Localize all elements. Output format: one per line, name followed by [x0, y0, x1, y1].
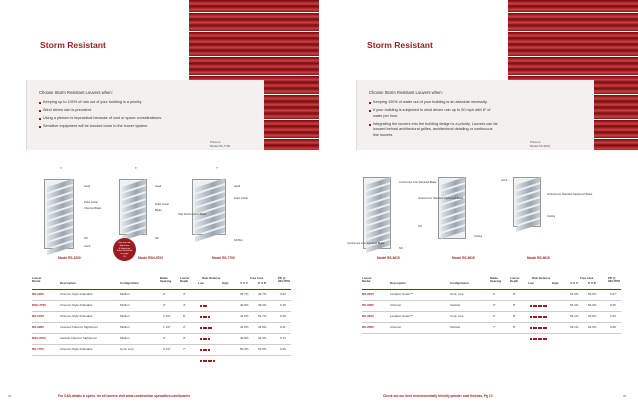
- photo-caption: [210, 141, 230, 148]
- cell-fa-8: 52.8%: [258, 347, 267, 351]
- cell-description: Location Smart™: [390, 314, 414, 318]
- model-label: Model RS-3200: [58, 256, 81, 260]
- cell-pd: 0.22: [280, 292, 286, 296]
- callout-label: Head: [234, 185, 241, 188]
- header-description: Description: [390, 281, 406, 285]
- louver-slat: [508, 38, 638, 44]
- header-pd: PD @ 900 FPM: [278, 276, 290, 284]
- rain-defense-rating: [530, 305, 548, 308]
- rain-defense-rating: [530, 294, 548, 297]
- louver-slat: [508, 13, 638, 19]
- cell-fa-8: 53.7%: [258, 314, 267, 318]
- model-label: Model RS-7700: [212, 256, 235, 260]
- louver-frame: [192, 179, 226, 235]
- cell-depth: 3": [183, 325, 186, 329]
- louver-slat: [189, 44, 319, 50]
- bullet-list: [39, 100, 162, 132]
- louver-slat: [189, 6, 319, 12]
- cell-pd: 0.25: [280, 314, 286, 318]
- header-configuration: Configuration: [450, 281, 469, 285]
- cell-depth: 8": [513, 314, 516, 318]
- page-title: Storm Resistant: [40, 40, 106, 50]
- louver-slat: [508, 19, 638, 25]
- callout-label: Vertical Line Standard Sightproof Blade: [418, 197, 464, 200]
- dim-top: 4": [60, 167, 63, 170]
- louver-frame: [44, 179, 74, 249]
- footer-note[interactable]: Check out our best environmentally friendly powder coat finishes, Pg 10: [383, 394, 493, 398]
- table-row: [32, 312, 291, 323]
- cell-pd: 0.25: [280, 347, 286, 351]
- cell-description: Chevron Style Drainable: [60, 292, 93, 296]
- callout-label: Sill Box: [234, 239, 243, 242]
- cell-description: Inverted Chevron Sightproof: [60, 325, 98, 329]
- callout-label: Jamb: [84, 245, 91, 248]
- selection-card: [356, 80, 594, 150]
- callout-label: Vertical Line Standard Sightproof Blade: [547, 193, 593, 196]
- cell-configuration: Mullion: [120, 303, 130, 307]
- rain-defense-rating: [200, 294, 208, 297]
- header-rain-low: Low: [528, 281, 534, 285]
- louver-slat: [508, 57, 638, 63]
- callout-label: Continuous Line Standard Blade: [347, 242, 385, 245]
- table-row: [32, 301, 291, 312]
- louver-slat: [189, 63, 319, 69]
- diagram-rs-7700: [178, 167, 258, 267]
- cell-fa-8: 44.8%: [258, 325, 267, 329]
- cell-description: Location Smart™: [390, 292, 414, 296]
- louver-slat: [189, 0, 319, 6]
- louver-slat: [508, 50, 638, 56]
- louver-slat: [508, 32, 638, 38]
- cell-configuration: Mullion: [120, 292, 130, 296]
- louver-slat: [189, 32, 319, 38]
- cell-description: Chevron: [390, 325, 402, 329]
- bullet-item: Wind driven rain is prevalent.: [39, 108, 162, 114]
- seal-line: Storm Resistant: [116, 250, 133, 253]
- cell-configuration: Cont. Line: [120, 347, 134, 351]
- cell-depth: 4": [183, 303, 186, 307]
- table-row: [362, 312, 621, 323]
- callout-label: High Performance Blade: [178, 213, 207, 216]
- seal-line: Hurricane: [119, 244, 130, 247]
- cell-pd: 0.25: [610, 303, 616, 307]
- cell-model: RS-9615: [362, 292, 374, 296]
- seal-line: See our new: [118, 242, 131, 244]
- cell-description: Vertical Chevron Sightproof: [60, 336, 97, 340]
- callout-label: Sill: [155, 237, 159, 240]
- hurricane-seal: [113, 238, 136, 261]
- table-row: [32, 334, 291, 345]
- header-depth: Louver Depth: [510, 276, 520, 284]
- header-rain-high: High: [222, 281, 229, 285]
- cell-spacing: 2": [163, 303, 166, 307]
- cell-fa-4: 39.7%: [240, 292, 249, 296]
- photo-caption-line: Photo is: [210, 140, 221, 144]
- seal-line: 59: [123, 255, 126, 258]
- louver-slat: [189, 38, 319, 44]
- photo-caption-line: Model RS-9615: [530, 143, 551, 148]
- cell-pd: 0.11: [280, 325, 286, 329]
- cell-description: Chevron: [390, 303, 402, 307]
- diagram-rs-3200: [40, 167, 110, 267]
- table-row: [32, 290, 291, 301]
- cell-model: RS-9605: [362, 325, 374, 329]
- header-free-area: Free Area: [250, 276, 264, 280]
- cell-fa-4: 59.1%: [570, 314, 579, 318]
- cell-fa-8: 56.6%: [588, 303, 597, 307]
- header-fa-4: 4' X 4': [240, 281, 249, 285]
- cell-fa-4: 41.8%: [240, 325, 249, 329]
- spec-table: [32, 272, 291, 356]
- cell-fa-4: 40.8%: [240, 303, 249, 307]
- cell-configuration: Cont. Line: [450, 314, 464, 318]
- callout-label: Drain Gutter: [234, 197, 249, 200]
- rain-defense-rating: [200, 338, 210, 341]
- callout-label: Sill: [399, 247, 403, 250]
- cell-fa-4: 44.8%: [240, 314, 249, 318]
- model-label: Model RSH-5700: [138, 256, 163, 260]
- cell-model: RS-9605: [362, 303, 374, 307]
- bullet-item: Keeping up to 100% of rain out of your building is a priority.: [39, 100, 162, 106]
- table-row: [32, 345, 291, 356]
- cell-fa-8: 62.9%: [588, 314, 597, 318]
- cell-fa-8: 44.0%: [258, 336, 267, 340]
- rain-defense-rating: [200, 316, 213, 319]
- cell-fa-4: 59.1%: [570, 325, 579, 329]
- header-rain: Rain Defense: [202, 276, 221, 280]
- callout-label: Chevron Blade: [84, 207, 102, 210]
- cell-fa-4: 40.8%: [240, 336, 249, 340]
- cell-depth: 4": [183, 292, 186, 296]
- table-header: [32, 272, 291, 290]
- louver-slat: [508, 0, 638, 6]
- louver-slat: [508, 6, 638, 12]
- table-row: [362, 301, 621, 312]
- table-header: [362, 272, 621, 290]
- louver-frame: [513, 177, 541, 227]
- cell-spacing: 2": [163, 336, 166, 340]
- cell-configuration: Mullion: [120, 336, 130, 340]
- cell-depth: 8": [513, 303, 516, 307]
- card-heading: Choose Storm Resistant Louvers when:: [39, 90, 113, 95]
- cell-spacing: 7": [493, 325, 496, 329]
- header-free-area: Free Area: [580, 276, 594, 280]
- cell-pd: 0.08: [610, 325, 616, 329]
- louver-frame: [119, 179, 147, 235]
- louver-frame: [363, 177, 391, 249]
- rating-square: [213, 360, 215, 362]
- rain-defense-rating: [200, 327, 210, 330]
- right-page: [319, 0, 638, 413]
- table-row: [32, 323, 291, 334]
- header-fa-8: 8' X 8': [588, 281, 597, 285]
- header-rain-low: Low: [198, 281, 204, 285]
- rain-defense-rating: [530, 327, 548, 330]
- cell-configuration: Mullion: [120, 314, 130, 318]
- cell-pd: 0.15: [280, 303, 286, 307]
- header-configuration: Configuration: [120, 281, 139, 285]
- callout-label: Continuous Line Standard Blade: [399, 181, 437, 184]
- cell-spacing: 1 1/2": [163, 325, 171, 329]
- header-spacing: Blade Spacing: [490, 276, 502, 284]
- cell-spacing: 2": [163, 292, 166, 296]
- cell-configuration: Vertical: [450, 303, 460, 307]
- header-depth: Louver Depth: [180, 276, 190, 284]
- callout-label: Blade: [155, 209, 162, 212]
- model-label: Model RS-9615: [377, 256, 400, 260]
- callout-label: Jamb: [501, 179, 508, 182]
- cell-spacing: 3 1/2": [163, 347, 171, 351]
- cell-description: Chevron Style Drainable: [60, 303, 93, 307]
- louver-slat: [508, 69, 638, 75]
- model-label: Model RS-9615: [527, 256, 550, 260]
- page-number: 25: [623, 394, 627, 398]
- rain-defense-rating: [530, 316, 548, 319]
- callout-label: Cutting: [547, 215, 556, 218]
- diagram-rs-9615-c: [501, 167, 593, 267]
- cell-spacing: 2": [493, 314, 496, 318]
- louver-slat: [508, 63, 638, 69]
- bullet-item: If your building is subjected to wind driven rain up to 50 mph with 8" of water per hour.: [369, 108, 499, 119]
- header-rain-high: High: [552, 281, 559, 285]
- spec-table: [362, 272, 621, 334]
- photo-caption: [530, 141, 550, 148]
- bullet-item: Sensitive equipment will be housed close to the louver system.: [39, 124, 162, 130]
- cell-spacing: 2": [493, 292, 496, 296]
- header-model: Louver Model: [32, 276, 42, 284]
- page-title: Storm Resistant: [367, 40, 433, 50]
- cell-model: RSV-3700: [32, 336, 46, 340]
- callout-label: Head: [155, 185, 162, 188]
- model-label: Model RS-9615: [452, 256, 475, 260]
- header-rain: Rain Defense: [532, 276, 551, 280]
- callout-label: Head: [84, 185, 91, 188]
- cell-spacing: 2": [493, 303, 496, 307]
- cell-configuration: Vertical: [450, 325, 460, 329]
- cell-pd: 0.13: [280, 336, 286, 340]
- louver-slat: [189, 50, 319, 56]
- rain-defense-rating: [200, 349, 215, 352]
- header-description: Description: [60, 281, 76, 285]
- photo-caption-line: Model RS-7700: [210, 143, 231, 148]
- cell-pd: 0.33: [610, 314, 616, 318]
- cell-fa-8: 49.0%: [258, 303, 267, 307]
- cell-fa-8: 42.7%: [258, 292, 267, 296]
- louver-slat: [508, 44, 638, 50]
- cell-configuration: Cont. Line: [450, 292, 464, 296]
- louver-slat: [189, 69, 319, 75]
- bullet-item: Integrating the louvers into the building design is a priority. Louvers can be housed behind architectural grilles, architectural detailing or continuous line louvers.: [369, 122, 499, 139]
- page-number: 24: [8, 394, 12, 398]
- cell-model: RSH-3700: [32, 303, 47, 307]
- header-spacing: Blade Spacing: [160, 276, 172, 284]
- callout-label: Cutting: [474, 235, 483, 238]
- diagram-rs-9615-a: [347, 167, 437, 267]
- louver-frame: [438, 177, 466, 239]
- cell-model: RS-9615: [362, 314, 374, 318]
- callout-label: Sill: [418, 225, 422, 228]
- cell-fa-4: 53.3%: [570, 292, 579, 296]
- cell-model: RS-3900: [32, 325, 44, 329]
- cell-model: RS-5700: [32, 314, 44, 318]
- louver-slat: [508, 25, 638, 31]
- rain-defense-rating: [200, 305, 210, 308]
- card-heading: Choose Storm Resistant Louvers when:: [369, 90, 443, 95]
- cell-depth: 8": [513, 292, 516, 296]
- cell-depth: 5": [183, 314, 186, 318]
- cell-pd: 0.37: [610, 292, 616, 296]
- louver-slat: [189, 57, 319, 63]
- rating-square: [545, 338, 547, 340]
- header-fa-8: 8' X 8': [258, 281, 267, 285]
- dim-top: 6": [135, 167, 138, 170]
- louver-slat: [189, 25, 319, 31]
- table-row: [362, 290, 621, 301]
- header-model: Louver Model: [362, 276, 372, 284]
- seal-line: on page: [120, 253, 129, 256]
- bullet-item: Keeping 100% of water out of your building is an absolute necessity.: [369, 100, 499, 106]
- bullet-list: [369, 100, 499, 141]
- bullet-item: Using a plenum is impractical because of cost or space considerations.: [39, 116, 162, 122]
- cell-fa-8: 62.9%: [588, 325, 597, 329]
- callout-label: Sill: [84, 237, 88, 240]
- cell-fa-4: 53.3%: [570, 303, 579, 307]
- cell-depth: 7": [183, 347, 186, 351]
- table-row: [362, 323, 621, 334]
- seal-line: & Hurricane: [118, 247, 131, 250]
- cell-spacing: 2 1/2": [163, 314, 171, 318]
- cell-model: RS-3200: [32, 292, 44, 296]
- cell-fa-8: 56.6%: [588, 292, 597, 296]
- cell-configuration: Mullion: [120, 325, 130, 329]
- dim-top: 7": [216, 167, 219, 170]
- callout-label: Drain Gutter: [155, 203, 170, 206]
- selection-card: [26, 80, 264, 150]
- cell-depth: 3": [183, 336, 186, 340]
- header-pd: PD @ 900 FPM: [608, 276, 620, 284]
- cell-description: Chevron Style Drainable: [60, 314, 93, 318]
- louver-slat: [189, 19, 319, 25]
- cell-model: RS-7700: [32, 347, 44, 351]
- photo-caption-line: Photo is: [530, 140, 541, 144]
- callout-label: Drain Gutter: [84, 201, 99, 204]
- footer-note[interactable]: For CAD details & specs. for all louvers visit www.construction specialties.com/louvers: [58, 394, 191, 398]
- cell-depth: 8": [513, 325, 516, 329]
- louver-slat: [189, 13, 319, 19]
- cell-fa-4: 50.3%: [240, 347, 249, 351]
- header-fa-4: 4' X 4': [570, 281, 579, 285]
- cell-description: Chevron Style Drainable: [60, 347, 93, 351]
